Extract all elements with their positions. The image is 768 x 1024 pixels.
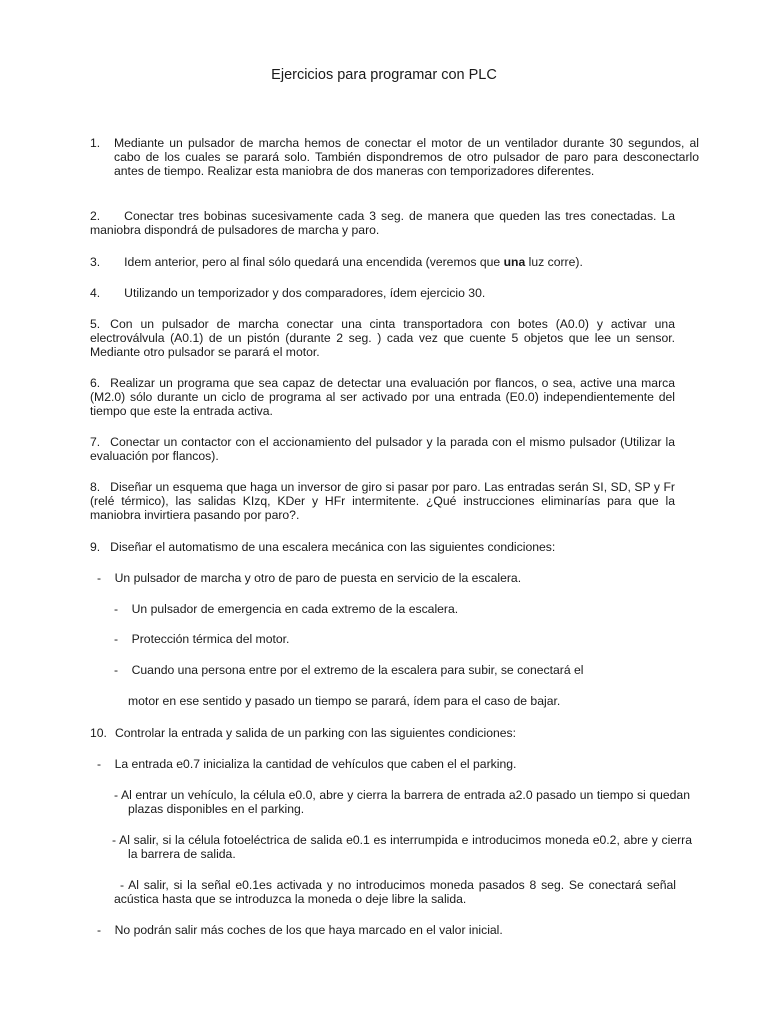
exercise-4-number: 4.: [90, 286, 101, 300]
exercise-8-number: 8.: [90, 480, 101, 494]
exercise-10-subitem-5: - No podrán salir más coches de los que haya marcado en el valor inicial.: [97, 923, 503, 937]
exercise-10-subitem-2: - Al entrar un vehículo, la célula e0.0, abre y cierra la barrera de entrada a2.0 pasado un tiempo si quedan plazas disponibles en el parking.: [114, 788, 690, 816]
exercise-7-text: Conectar un contactor con el accionamiento del pulsador y la parada con el mismo pulsador (Utilizar la evaluación por flancos).: [90, 435, 675, 463]
exercise-9-subitem-3: - Protección térmica del motor.: [114, 632, 290, 646]
exercise-2: [90, 209, 675, 237]
exercise-5-text: Con un pulsador de marcha conectar una cinta transportadora con botes (A0.0) y activar una electroválvula (A0.1) de un pistón (durante 2 seg. ) cada vez que cuente 5 objetos que lee un sensor. Mediante otro pulsador se parará el motor.: [90, 317, 675, 359]
exercise-9-subitem-1: - Un pulsador de marcha y otro de paro de puesta en servicio de la escalera.: [97, 571, 522, 585]
exercise-6-text: Realizar un programa que sea capaz de detectar una evaluación por flancos, o sea, active una marca (M2.0) sólo durante un ciclo de programa al ser activado por una entrada (E0.0) independientemente del tiempo que este la entrada activa.: [90, 376, 675, 418]
exercise-6-number: 6.: [90, 376, 101, 390]
exercise-1-text: Mediante un pulsador de marcha hemos de conectar el motor de un ventilador durante 30 segundos, al cabo de los cuales se parará solo. También dispondremos de otro pulsador de paro para desconectarlo antes de tiempo. Realizar esta maniobra de dos maneras con temporizadores diferentes.: [114, 136, 699, 178]
exercise-1-number: 1.: [90, 136, 101, 150]
exercise-9-subitem-4: - Cuando una persona entre por el extremo de la escalera para subir, se conectará el: [114, 663, 584, 677]
exercise-7: [90, 435, 675, 463]
exercise-9-subitem-2: - Un pulsador de emergencia en cada extremo de la escalera.: [114, 602, 459, 616]
exercise-3-text-after: luz corre).: [525, 255, 583, 269]
exercise-10-subitem-4: - Al salir, si la señal e0.1es activada y no introducimos moneda pasados 8 seg. Se conectará señal acústica hasta que se introduzca la moneda o deje libre la salida.: [114, 878, 676, 906]
exercise-6: [90, 376, 675, 418]
exercise-9-subitem-4-continuation: motor en ese sentido y pasado un tiempo se parará, ídem para el caso de bajar.: [128, 694, 561, 708]
exercise-10-text: Controlar la entrada y salida de un parking con las siguientes condiciones:: [114, 726, 517, 740]
exercise-5-number: 5.: [90, 317, 101, 331]
exercise-10-subitem-1: - La entrada e0.7 inicializa la cantidad de vehículos que caben el el parking.: [97, 757, 517, 771]
exercise-7-number: 7.: [90, 435, 101, 449]
exercise-3-text-bold: una: [503, 255, 526, 269]
exercise-1: [90, 136, 699, 178]
page-title: Ejercicios para programar con PLC: [271, 67, 497, 83]
exercise-9-number: 9.: [90, 540, 101, 554]
exercise-3-number: 3.: [90, 255, 101, 269]
exercise-9: [90, 540, 675, 554]
exercise-10-subitem-3: - Al salir, si la célula fotoeléctrica de salida e0.1 es interrumpida e introducimos moneda e0.2, abre y cierra la barrera de salida.: [112, 833, 692, 861]
exercise-5: [90, 317, 675, 359]
exercise-3-text-before: Idem anterior, pero al final sólo quedará una encendida (veremos que: [124, 255, 504, 269]
exercise-3: [90, 255, 675, 269]
exercise-10-number: 10.: [90, 726, 107, 740]
exercise-9-text: Diseñar el automatismo de una escalera mecánica con las siguientes condiciones:: [110, 540, 556, 554]
exercise-4-text: Utilizando un temporizador y dos comparadores, ídem ejercicio 30.: [124, 286, 486, 300]
exercise-10: [90, 726, 675, 740]
exercise-2-number: 2.: [90, 209, 101, 223]
exercise-8-text: Diseñar un esquema que haga un inversor de giro si pasar por paro. Las entradas serán SI, SD, SP y Fr (relé térmico), las salidas KIzq, KDer y HFr intermitente. ¿Qué instrucciones eliminarías para que la maniobra invirtiera pasando por paro?.: [90, 480, 675, 522]
exercise-8: [90, 480, 675, 522]
exercise-4: [90, 286, 675, 300]
exercise-2-text: Conectar tres bobinas sucesivamente cada 3 seg. de manera que queden las tres conectadas. La maniobra dispondrá de pulsadores de marcha y paro.: [90, 209, 675, 237]
